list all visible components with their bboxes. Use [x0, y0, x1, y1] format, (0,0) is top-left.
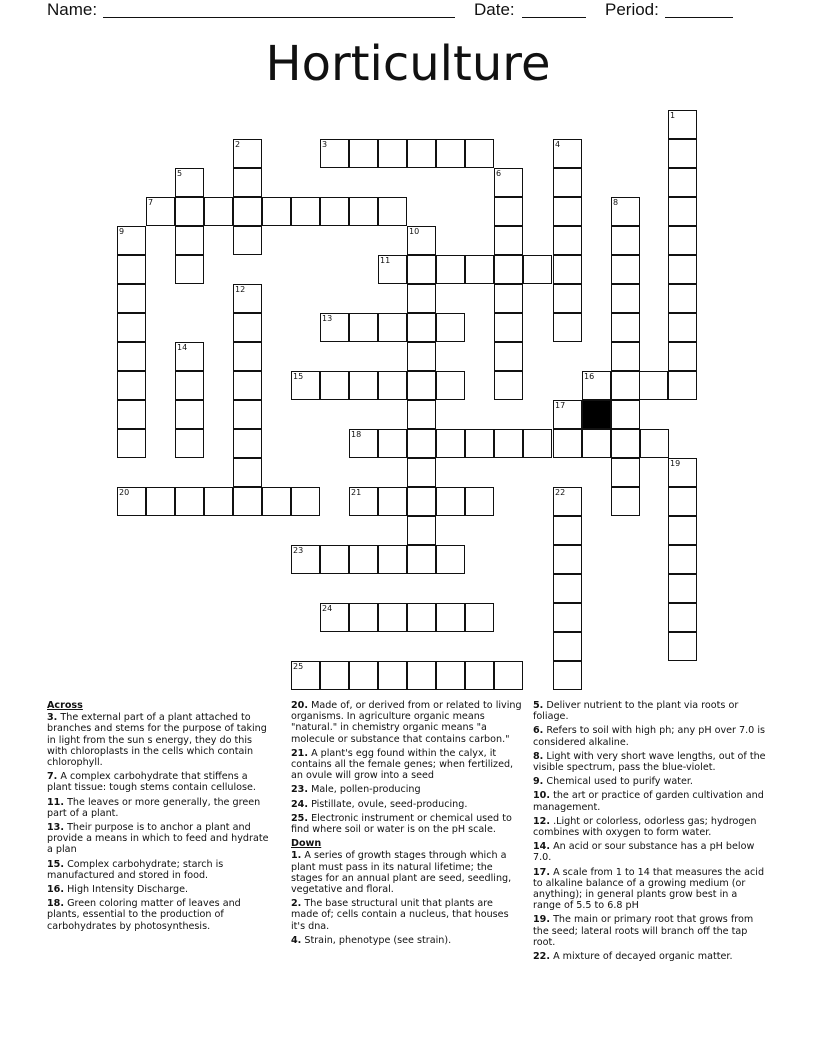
clue-column-3 [533, 700, 767, 965]
grid-cell[interactable] [349, 545, 378, 574]
grid-cell[interactable] [407, 545, 436, 574]
clue-number: 9. [533, 776, 544, 788]
clue-item [533, 914, 767, 948]
period-label: Period: [605, 0, 659, 19]
grid-cell[interactable] [117, 342, 146, 371]
grid-cell[interactable] [668, 313, 697, 342]
clue-text: The external part of a plant attached to branches and stems for the purpose of taking in light from the sun s energy, they do this with chloroplasts in the cells which contain chlorophyll. [47, 712, 267, 769]
clue-number-13: 13 [322, 314, 333, 323]
grid-cell[interactable] [611, 226, 640, 255]
grid-cell[interactable] [668, 516, 697, 545]
clue-item [291, 935, 523, 946]
clue-item [533, 751, 767, 773]
grid-cell[interactable] [291, 197, 320, 226]
grid-cell[interactable] [407, 516, 436, 545]
clue-text: The leaves or more generally, the green part of a plant. [47, 796, 261, 819]
grid-cell[interactable] [349, 313, 378, 342]
clue-column-1 [47, 700, 275, 935]
clue-text: Made of, or derived from or related to living organisms. In agriculture organic means "natural." in chemistry organic means "a molecule or substance that contains carbon." [291, 700, 522, 745]
grid-cell[interactable] [553, 313, 582, 342]
grid-cell[interactable] [378, 139, 407, 168]
grid-cell[interactable] [349, 661, 378, 690]
grid-cell[interactable] [553, 603, 582, 632]
clue-number-16: 16 [584, 372, 595, 381]
clue-number: 14. [533, 841, 550, 853]
clue-number: 6. [533, 725, 544, 737]
grid-cell[interactable] [378, 371, 407, 400]
clue-number-1: 1 [670, 111, 676, 120]
clue-item [47, 797, 275, 819]
grid-cell[interactable] [407, 139, 436, 168]
down-heading: Down [291, 838, 322, 850]
grid-cell[interactable] [349, 197, 378, 226]
grid-cell[interactable] [117, 313, 146, 342]
grid-cell[interactable] [349, 371, 378, 400]
grid-cell[interactable] [175, 226, 204, 255]
name-label: Name: [47, 0, 98, 19]
grid-cell[interactable] [494, 197, 523, 226]
grid-cell[interactable] [407, 342, 436, 371]
grid-cell[interactable] [668, 487, 697, 516]
across-clue-list-continued [291, 700, 523, 835]
grid-cell[interactable] [465, 603, 494, 632]
grid-cell[interactable] [378, 487, 407, 516]
grid-cell[interactable] [553, 168, 582, 197]
clue-text: Refers to soil with high ph; any pH over 7.0 is considered alkaline. [533, 725, 766, 748]
clue-number-7: 7 [148, 198, 154, 207]
grid-cell[interactable] [436, 545, 465, 574]
clue-number-6: 6 [496, 169, 502, 178]
clue-number: 1. [291, 850, 302, 862]
grid-cell[interactable] [611, 487, 640, 516]
clue-item [533, 776, 767, 787]
grid-cell[interactable] [436, 429, 465, 458]
grid-cell[interactable] [553, 226, 582, 255]
down-clue-list-continued [533, 700, 767, 962]
clue-number-4: 4 [555, 140, 561, 149]
clue-item [47, 884, 275, 895]
grid-cell[interactable] [668, 197, 697, 226]
grid-cell[interactable] [204, 197, 233, 226]
grid-cell[interactable] [553, 255, 582, 284]
grid-cell[interactable] [611, 284, 640, 313]
grid-cell[interactable] [117, 255, 146, 284]
clue-item [291, 850, 523, 895]
clue-number: 15. [47, 858, 64, 870]
grid-cell[interactable] [668, 574, 697, 603]
grid-cell[interactable] [668, 168, 697, 197]
grid-cell[interactable] [494, 313, 523, 342]
clue-number-3: 3 [322, 140, 328, 149]
grid-cell[interactable] [494, 342, 523, 371]
grid-cell[interactable] [407, 661, 436, 690]
grid-cell[interactable] [117, 429, 146, 458]
grid-cell[interactable] [233, 487, 262, 516]
grid-cell[interactable] [611, 313, 640, 342]
grid-cell[interactable] [494, 284, 523, 313]
grid-cell[interactable] [494, 255, 523, 284]
grid-cell[interactable] [523, 429, 552, 458]
grid-cell[interactable] [465, 255, 494, 284]
grid-cell[interactable] [262, 487, 291, 516]
grid-cell[interactable] [407, 603, 436, 632]
down-clue-list [291, 850, 523, 946]
clue-text: A mixture of decayed organic matter. [553, 951, 733, 963]
grid-cell[interactable] [233, 313, 262, 342]
grid-cell[interactable] [204, 487, 233, 516]
grid-cell[interactable] [378, 661, 407, 690]
grid-cell[interactable] [117, 400, 146, 429]
clue-text: the art or practice of garden cultivation and management. [533, 790, 764, 813]
clue-number: 8. [533, 750, 544, 762]
grid-cell[interactable] [378, 313, 407, 342]
grid-cell[interactable] [668, 255, 697, 284]
grid-cell[interactable] [291, 487, 320, 516]
grid-cell[interactable] [494, 371, 523, 400]
grid-cell[interactable] [407, 284, 436, 313]
clue-text: Pistillate, ovule, seed-producing. [311, 798, 468, 810]
grid-cell[interactable] [175, 400, 204, 429]
clue-number-12: 12 [235, 285, 246, 294]
clue-column-2 [291, 700, 523, 949]
grid-cell[interactable] [378, 603, 407, 632]
grid-cell[interactable] [611, 371, 640, 400]
clue-number: 18. [47, 898, 64, 910]
grid-cell[interactable] [146, 487, 175, 516]
grid-cell[interactable] [320, 197, 349, 226]
clue-item [533, 725, 767, 747]
grid-cell[interactable] [494, 661, 523, 690]
clue-number-11: 11 [380, 256, 391, 265]
clue-number-5: 5 [177, 169, 183, 178]
grid-cell[interactable] [349, 139, 378, 168]
grid-cell[interactable] [436, 255, 465, 284]
clue-number-15: 15 [293, 372, 304, 381]
grid-cell[interactable] [668, 139, 697, 168]
clue-text: Electronic instrument or chemical used to find where soil or water is on the pH scale. [291, 812, 512, 836]
grid-cell[interactable] [465, 661, 494, 690]
grid-cell[interactable] [320, 371, 349, 400]
grid-cell[interactable] [320, 545, 349, 574]
clue-text: Complex carbohydrate; starch is manufactured and stored in food. [47, 858, 224, 881]
grid-cell[interactable] [378, 545, 407, 574]
clue-number: 5. [533, 700, 544, 711]
grid-cell[interactable] [668, 284, 697, 313]
grid-cell[interactable] [117, 371, 146, 400]
grid-cell[interactable] [436, 313, 465, 342]
clue-number-2: 2 [235, 140, 241, 149]
clue-item [291, 898, 523, 932]
clue-number: 17. [533, 866, 550, 878]
clue-number-21: 21 [351, 488, 362, 497]
clue-text: A complex carbohydrate that stiffens a plant tissue: tough stems contain cellulose. [47, 771, 256, 794]
clue-text: The main or primary root that grows from the seed; lateral roots will branch off the tap root. [533, 914, 754, 948]
grid-cell[interactable] [407, 371, 436, 400]
clue-item [47, 712, 275, 768]
clue-text: Light with very short wave lengths, out of the visible spectrum, pass the blue-violet. [533, 750, 766, 774]
clue-text: Strain, phenotype (see strain). [304, 934, 452, 946]
grid-cell[interactable] [523, 255, 552, 284]
grid-cell[interactable] [378, 197, 407, 226]
clue-number-24: 24 [322, 604, 333, 613]
clue-item [291, 799, 523, 810]
grid-cell[interactable] [668, 545, 697, 574]
clue-number: 16. [47, 884, 64, 896]
clue-number: 20. [291, 700, 308, 711]
clue-item [47, 822, 275, 856]
across-clue-list [47, 712, 275, 932]
clue-number-17: 17 [555, 401, 566, 410]
grid-cell[interactable] [233, 429, 262, 458]
clue-item [291, 700, 523, 745]
clue-number-18: 18 [351, 430, 362, 439]
clue-item [533, 816, 767, 838]
clue-text: The base structural unit that plants are made of; cells contain a nucleus, that houses it's dna. [291, 898, 509, 932]
clue-number: 10. [533, 790, 550, 802]
across-heading: Across [47, 700, 83, 711]
grid-cell[interactable] [553, 661, 582, 690]
clue-number: 7. [47, 771, 58, 783]
clue-text: Their purpose is to anchor a plant and provide a means in which to feed and hydrate a plan [47, 822, 269, 856]
clue-number-20: 20 [119, 488, 130, 497]
clue-text: Green coloring matter of leaves and plants, essential to the production of carbohydrates by photosynthesis. [47, 898, 241, 932]
grid-cell[interactable] [553, 545, 582, 574]
grid-cell[interactable] [407, 255, 436, 284]
clue-text: .Light or colorless, odorless gas; hydrogen combines with oxygen to form water. [533, 815, 757, 839]
clue-item [291, 813, 523, 835]
clue-number-23: 23 [293, 546, 304, 555]
grid-cell[interactable] [262, 197, 291, 226]
grid-cell[interactable] [611, 342, 640, 371]
clue-number: 12. [533, 815, 550, 827]
grid-cell[interactable] [407, 313, 436, 342]
clue-item [291, 748, 523, 782]
clue-text: High Intensity Discharge. [67, 884, 189, 896]
grid-cell[interactable] [668, 342, 697, 371]
grid-cell[interactable] [553, 429, 582, 458]
clue-number: 25. [291, 812, 308, 824]
grid-cell[interactable] [611, 400, 640, 429]
clue-text: A plant's egg found within the calyx, it contains all the female genes; when fertilized, an ovule will grow into a seed [291, 747, 514, 782]
grid-cell[interactable] [436, 661, 465, 690]
grid-cell[interactable] [639, 371, 668, 400]
clue-text: A series of growth stages through which a plant must pass in its natural lifetime; the stages for an annual plant are seed, seedling, vegetative and floral. [291, 850, 512, 896]
grid-cell[interactable] [407, 429, 436, 458]
clue-number-22: 22 [555, 488, 566, 497]
grid-cell[interactable] [175, 371, 204, 400]
grid-cell[interactable] [668, 371, 697, 400]
clue-item [291, 784, 523, 795]
grid-cell[interactable] [611, 255, 640, 284]
grid-cell[interactable] [494, 429, 523, 458]
clue-number-25: 25 [293, 662, 304, 671]
grid-cell[interactable] [640, 429, 669, 458]
grid-cell[interactable] [436, 139, 465, 168]
clue-number-14: 14 [177, 343, 188, 352]
clue-item [533, 841, 767, 863]
grid-cell[interactable] [349, 603, 378, 632]
grid-cell[interactable] [407, 487, 436, 516]
clue-number: 21. [291, 747, 308, 759]
grid-cell[interactable] [611, 458, 640, 487]
clue-number-19: 19 [670, 459, 681, 468]
grid-cell[interactable] [436, 487, 465, 516]
grid-cell[interactable] [436, 603, 465, 632]
clue-text: An acid or sour substance has a pH below 7.0. [533, 841, 755, 864]
clue-number: 2. [291, 898, 302, 910]
clue-item [533, 951, 767, 962]
clue-text: Male, pollen-producing [311, 784, 421, 796]
clue-item [47, 771, 275, 793]
clue-item [47, 859, 275, 881]
grid-cell[interactable] [611, 429, 640, 458]
clue-number: 4. [291, 934, 302, 946]
clue-number: 13. [47, 822, 64, 834]
grid-cell[interactable] [494, 226, 523, 255]
grid-cell[interactable] [465, 429, 494, 458]
grid-cell[interactable] [233, 342, 262, 371]
clue-number: 23. [291, 784, 308, 796]
clue-number: 24. [291, 798, 308, 810]
clue-number: 11. [47, 796, 64, 808]
grid-cell[interactable] [175, 255, 204, 284]
grid-cell[interactable] [233, 458, 262, 487]
grid-cell[interactable] [320, 661, 349, 690]
clue-number-8: 8 [613, 198, 619, 207]
clue-text: Chemical used to purify water. [546, 776, 693, 788]
grid-cell[interactable] [233, 197, 262, 226]
grid-cell[interactable] [378, 429, 407, 458]
grid-cell[interactable] [465, 139, 494, 168]
clue-item [533, 790, 767, 812]
grid-cell[interactable] [553, 197, 582, 226]
grid-cell[interactable] [233, 371, 262, 400]
clue-item [533, 867, 767, 912]
grid-cell[interactable] [407, 458, 436, 487]
grid-cell[interactable] [668, 632, 697, 661]
clue-number-10: 10 [409, 227, 420, 236]
grid-cell[interactable] [582, 429, 611, 458]
grid-cell[interactable] [553, 632, 582, 661]
clue-number: 19. [533, 914, 550, 926]
clue-text: A scale from 1 to 14 that measures the acid to alkaline balance of a growing medium (or anything); in general plants grow best in a range of 5.5 to 6.8 pH [533, 866, 765, 912]
grid-cell[interactable] [553, 284, 582, 313]
grid-cell[interactable] [465, 487, 494, 516]
grid-cell[interactable] [233, 400, 262, 429]
clue-number: 3. [47, 712, 58, 724]
grid-cell[interactable] [175, 197, 204, 226]
clue-number-9: 9 [119, 227, 125, 236]
grid-cell[interactable] [553, 516, 582, 545]
grid-cell[interactable] [668, 603, 697, 632]
grid-cell[interactable] [175, 487, 204, 516]
grid-cell[interactable] [175, 429, 204, 458]
grid-cell[interactable] [407, 400, 436, 429]
grid-cell[interactable] [117, 284, 146, 313]
black-square [582, 400, 611, 429]
clue-text: Deliver nutrient to the plant via roots or foliage. [533, 700, 739, 723]
clue-item [47, 898, 275, 932]
grid-cell[interactable] [436, 371, 465, 400]
grid-cell[interactable] [668, 226, 697, 255]
grid-cell[interactable] [233, 168, 262, 197]
clue-item [533, 700, 767, 722]
grid-cell[interactable] [233, 226, 262, 255]
date-label: Date: [474, 0, 515, 19]
grid-cell[interactable] [553, 574, 582, 603]
page-title: Horticulture [265, 36, 551, 92]
clue-number: 22. [533, 951, 550, 963]
